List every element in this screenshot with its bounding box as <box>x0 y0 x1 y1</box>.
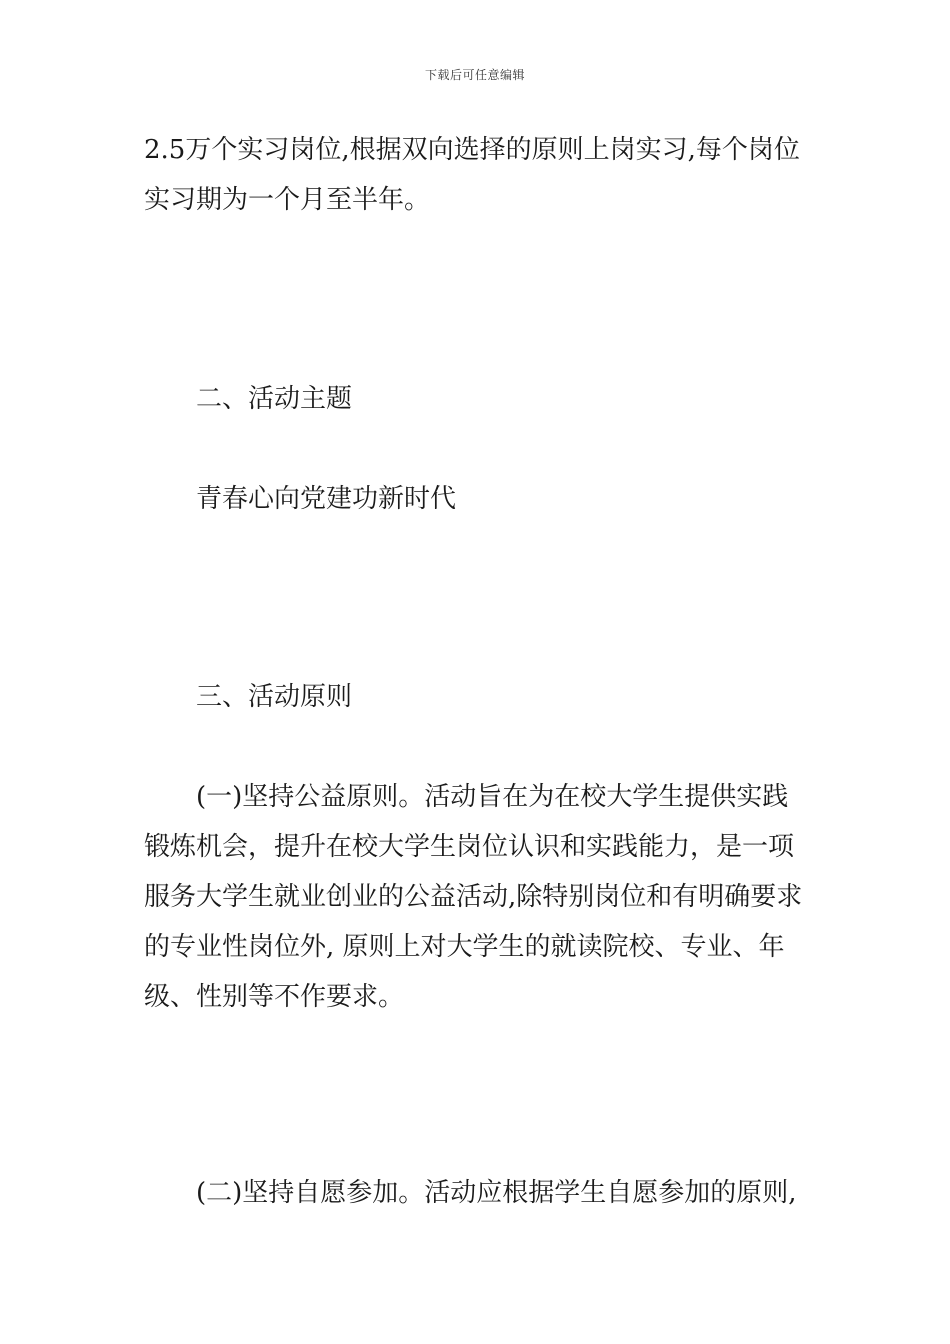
text-line: 的专业性岗位外, 原则上对大学生的就读院校、专业、年 <box>144 932 785 962</box>
paragraph-internship <box>144 125 809 225</box>
text-line: 2.5万个实习岗位,根据双向选择的原则上岗实习,每个岗位 <box>144 135 800 165</box>
activity-theme: 青春心向党建功新时代 <box>196 484 457 514</box>
section-heading-theme: 二、活动主题 <box>196 384 353 414</box>
section-heading-principles: 三、活动原则 <box>196 682 353 712</box>
text-line: (二)坚持自愿参加。活动应根据学生自愿参加的原则, <box>196 1178 797 1208</box>
text-line: 级、性别等不作要求。 <box>144 982 405 1012</box>
paragraph-principle-2 <box>144 1168 809 1218</box>
text-line: 实习期为一个月至半年。 <box>144 185 431 215</box>
paragraph-principle-1 <box>144 772 809 1022</box>
text-line: 锻炼机会，提升在校大学生岗位认识和实践能力，是一项 <box>144 832 795 862</box>
text-line: (一)坚持公益原则。活动旨在为在校大学生提供实践 <box>196 782 789 812</box>
page-header: 下载后可任意编辑 <box>424 68 525 82</box>
text-line: 服务大学生就业创业的公益活动,除特别岗位和有明确要求 <box>144 882 803 912</box>
